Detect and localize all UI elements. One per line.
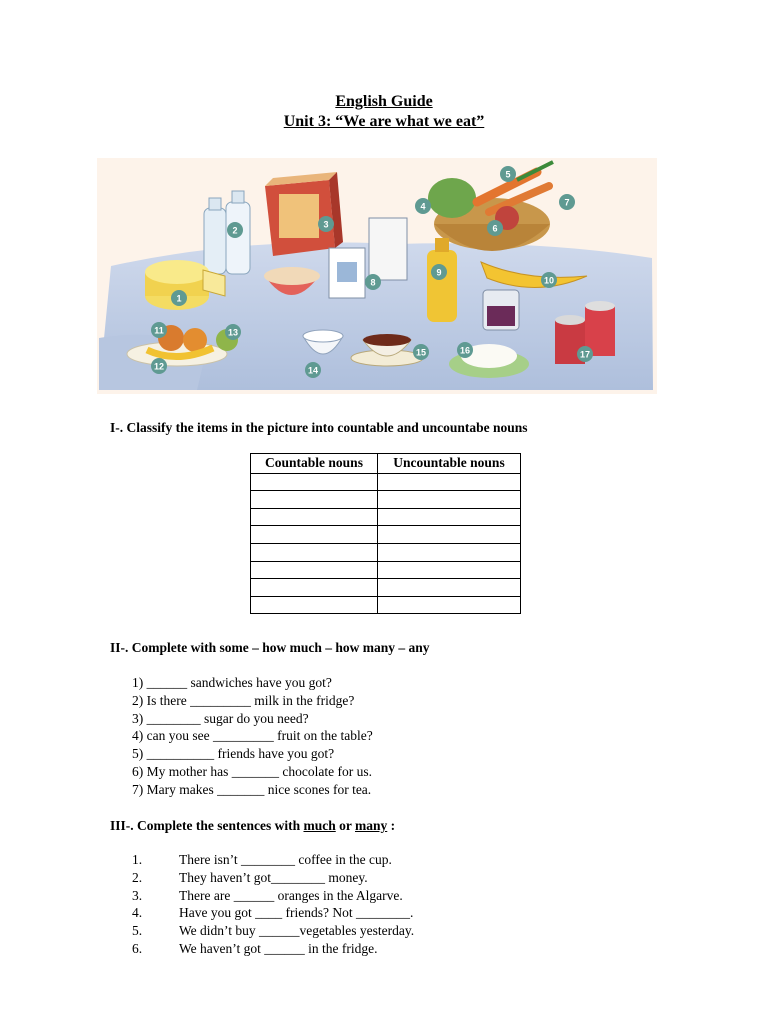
item-text: There are ______ oranges in the Algarve.	[179, 887, 403, 903]
table-row	[251, 473, 521, 491]
page-title: English Guide	[335, 93, 433, 110]
nouns-table	[250, 453, 521, 614]
food-illustration	[97, 158, 657, 394]
number-marker	[500, 166, 516, 182]
number-marker	[431, 264, 447, 280]
countable-cell	[251, 596, 378, 614]
exercise-3-item	[132, 887, 414, 905]
uncountable-cell	[378, 579, 521, 597]
number-marker	[151, 322, 167, 338]
item-text: Have you got ____ friends? Not ________.	[179, 905, 414, 921]
table-row	[251, 526, 521, 544]
item-number: 4.	[132, 905, 143, 921]
exercise-2-item: 3) ________ sugar do you need?	[132, 710, 309, 726]
word-many: many	[355, 818, 388, 833]
marker-number: 9	[436, 267, 442, 278]
number-marker	[457, 342, 473, 358]
exercise-3-item	[132, 851, 414, 869]
countable-cell	[251, 526, 378, 544]
section-3-heading-prefix: III-. Complete the sentences with	[110, 818, 304, 833]
marker-number: 14	[307, 365, 319, 376]
marker-number: 6	[492, 223, 498, 234]
exercise-2-item: 6) My mother has _______ chocolate for us.	[132, 763, 372, 779]
countable-cell	[251, 491, 378, 509]
marker-number: 8	[370, 277, 376, 288]
countable-cell	[251, 579, 378, 597]
exercise-3-item	[132, 869, 414, 887]
table-header-row	[251, 454, 521, 474]
item-number: 6.	[132, 940, 143, 956]
countable-cell	[251, 473, 378, 491]
table-row	[251, 543, 521, 561]
table-row	[251, 579, 521, 597]
item-number: 1.	[132, 852, 143, 867]
number-marker	[318, 216, 334, 232]
number-marker	[227, 222, 243, 238]
exercise-3-item	[132, 940, 414, 958]
table-row	[251, 508, 521, 526]
marker-number: 3	[323, 219, 329, 230]
cereal-box	[265, 172, 343, 256]
marker-number: 16	[459, 345, 471, 356]
item-number: 2.	[132, 869, 143, 885]
uncountable-cell	[378, 596, 521, 614]
table-row	[251, 561, 521, 579]
marker-number: 5	[505, 169, 511, 180]
uncountable-cell	[378, 526, 521, 544]
exercise-2-item: 7) Mary makes _______ nice scones for tea.	[132, 781, 372, 797]
number-marker	[365, 274, 381, 290]
exercise-2-item: 2) Is there _________ milk in the fridge?	[132, 692, 355, 708]
table-body	[251, 473, 521, 614]
number-marker	[305, 362, 321, 378]
marker-number: 4	[420, 201, 426, 212]
exercise-2-item: 5) __________ friends have you got?	[132, 746, 335, 762]
marker-number: 17	[579, 349, 591, 360]
oil-bottle	[427, 238, 457, 322]
number-marker	[487, 220, 503, 236]
exercise-3-item	[132, 904, 414, 922]
marker-number: 12	[153, 361, 165, 372]
uncountable-cell	[378, 491, 521, 509]
number-marker	[171, 290, 187, 306]
uncountable-cell	[378, 473, 521, 491]
item-number: 3.	[132, 887, 143, 903]
number-marker	[151, 358, 167, 374]
item-text: We didn’t buy ______vegetables yesterday.	[179, 923, 415, 939]
exercise-3-list	[132, 851, 414, 958]
uncountable-cell	[378, 561, 521, 579]
table-row	[251, 596, 521, 614]
marker-number: 1	[176, 293, 182, 304]
marker-number: 11	[154, 325, 164, 336]
item-text: We haven’t got ______ in the fridge.	[179, 940, 378, 956]
exercise-2-list	[132, 674, 373, 799]
section-3-heading-suffix: :	[387, 818, 396, 833]
exercise-2-item: 1) ______ sandwiches have you got?	[132, 675, 332, 690]
section-3-heading-or: or	[335, 818, 355, 833]
column-header-countable: Countable nouns	[251, 454, 378, 474]
countable-cell	[251, 508, 378, 526]
number-marker	[559, 194, 575, 210]
exercise-3-item	[132, 922, 414, 940]
countable-cell	[251, 543, 378, 561]
page-subtitle: Unit 3: “We are what we eat”	[283, 113, 485, 130]
item-text: There isn’t ________ coffee in the cup.	[179, 852, 392, 867]
number-marker	[415, 198, 431, 214]
marker-number: 10	[543, 275, 555, 286]
column-header-uncountable: Uncountable nouns	[378, 454, 521, 474]
section-3-heading	[110, 818, 395, 834]
item-text: They haven’t got________ money.	[179, 869, 368, 885]
number-marker	[541, 272, 557, 288]
marker-number: 2	[232, 225, 238, 236]
number-marker	[225, 324, 241, 340]
countable-cell	[251, 561, 378, 579]
marker-number: 15	[415, 347, 427, 358]
marker-number: 7	[564, 197, 570, 208]
section-2-heading: II-. Complete with some – how much – how many – any	[110, 640, 430, 655]
number-marker	[577, 346, 593, 362]
number-marker	[413, 344, 429, 360]
section-1-heading: I-. Classify the items in the picture into countable and uncountabe nouns	[110, 420, 528, 435]
table-row	[251, 491, 521, 509]
uncountable-cell	[378, 508, 521, 526]
word-much: much	[303, 818, 336, 833]
uncountable-cell	[378, 543, 521, 561]
jam-jar	[483, 290, 519, 330]
exercise-2-item: 4) can you see _________ fruit on the table?	[132, 728, 373, 744]
item-number: 5.	[132, 923, 143, 939]
marker-number: 13	[227, 327, 239, 338]
